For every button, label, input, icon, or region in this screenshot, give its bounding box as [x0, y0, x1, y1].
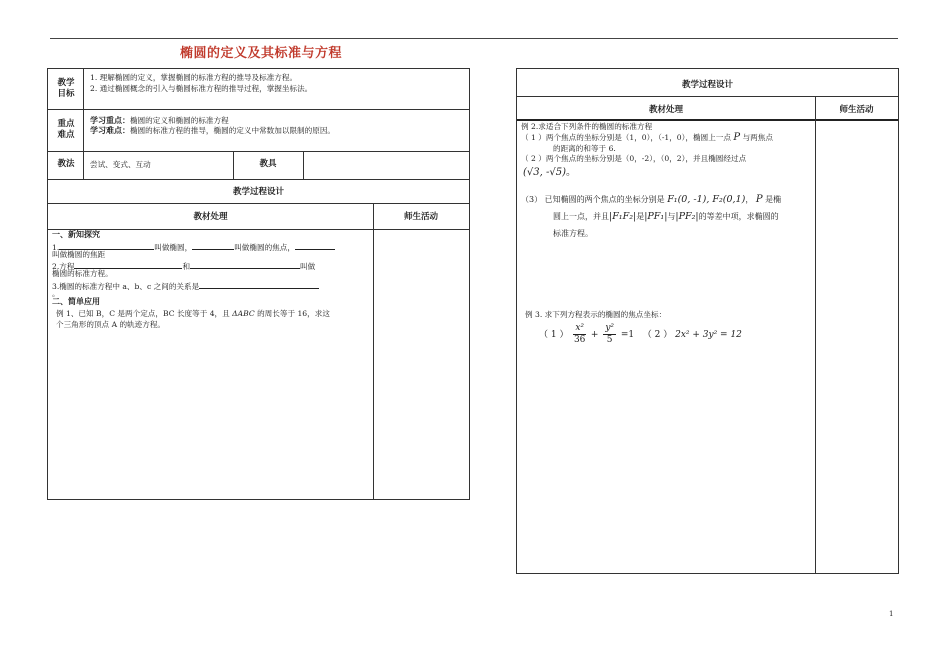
difficulty-label: 学习难点：: [90, 126, 130, 135]
right-process-title: 教学过程设计: [681, 80, 733, 90]
right-table: [516, 68, 899, 574]
fraction-y: $\frac{\text{y²}}{5}$: [605, 323, 615, 345]
col-material: 教材处理: [193, 212, 228, 222]
page-title: 椭圆的定义及其标准与方程: [180, 46, 343, 61]
question-2: 2.方程 和 叫做: [52, 259, 315, 273]
example-2-part-2-point: (√3, -√5)。: [523, 167, 577, 178]
question-3-end: 。: [52, 289, 60, 298]
example-2-part-3-end: 标准方程。: [553, 229, 593, 238]
right-col-activity: 师生活动: [839, 105, 874, 115]
example-2-part-1-cont: 的距离的和等于 6.: [553, 144, 616, 153]
example-2-title: 例 2.求适合下列条件的椭圆的标准方程: [521, 122, 653, 131]
question-1: 1. 叫做椭圆， 叫做椭圆的焦点，: [52, 240, 335, 254]
key-point: [90, 116, 229, 127]
question-3: 3.椭圆的标准方程中 a、b、c 之间的关系是: [52, 279, 319, 293]
key-point-text: 椭圆的定义和椭圆的标准方程: [130, 116, 229, 125]
question-2-cont: 椭圆的标准方程。: [52, 269, 113, 278]
goal-1: 1. 理解椭圆的定义，掌握椭圆的标准方程的推导及标准方程。: [90, 73, 298, 82]
example-3-equations: （ 1 ） $\frac{\text{x²}}{36}$ + $\frac{\text{y²}}{5}$ =1 （ 2 ） 2x² + 3y² = 12: [539, 323, 742, 345]
right-col-material: 教材处理: [648, 105, 683, 115]
example-2-part-2: （ 2 ）两个焦点的坐标分别是（0，-2），（0，2），并且椭圆经过点: [521, 154, 747, 163]
example-2-part-1: （ 1 ）两个焦点的坐标分别是（1，0），（-1，0），椭圆上一点 P 与两焦点: [521, 132, 773, 143]
method-label: 教法: [57, 159, 75, 169]
section-2-heading: 二、简单应用: [52, 297, 100, 306]
question-1-cont: 叫做椭圆的焦距: [52, 250, 106, 259]
example-1-line-2: 个三角形的顶点 A 的轨迹方程。: [56, 320, 166, 329]
col-activity: 师生活动: [403, 212, 438, 222]
goal-2: 2. 通过椭圆概念的引入与椭圆标准方程的推导过程，掌握坐标法。: [90, 84, 313, 93]
example-2-part-3-cont: 圆上一点，并且|F₁F₂|是|PF₁|与|PF₂|的等差中项，求椭圆的: [553, 211, 779, 222]
difficulty: [90, 126, 335, 137]
key-point-label: 学习重点：: [90, 116, 130, 125]
key-label: 重点难点: [57, 119, 75, 140]
process-title: 教学过程设计: [232, 187, 284, 197]
goals-label: 教学目标: [57, 78, 75, 99]
example-2-part-3: （3） 已知椭圆的两个焦点的坐标分别是 F₁(0, -1), F₂(0,1)， P 是椭: [521, 194, 782, 205]
fraction-x: $\frac{\text{x²}}{36}$: [573, 323, 586, 345]
difficulty-text: 椭圆的标准方程的推导，椭圆的定义中常数加以限制的原因。: [130, 126, 336, 135]
example-1-line-1: 例 1、已知 B，C 是两个定点，BC 长度等于 4，且 ΔABC 的周长等于 16，求这: [56, 309, 330, 318]
example-3-title: 例 3. 求下列方程表示的椭圆的焦点坐标：: [525, 310, 667, 319]
method-text: 尝试、变式、互动: [90, 160, 151, 169]
section-1-heading: 一、新知探究: [52, 230, 100, 239]
left-table: [47, 68, 470, 500]
page-number: 1: [889, 610, 894, 618]
tools-label: 教具: [259, 159, 277, 169]
header-rule: [50, 38, 898, 39]
